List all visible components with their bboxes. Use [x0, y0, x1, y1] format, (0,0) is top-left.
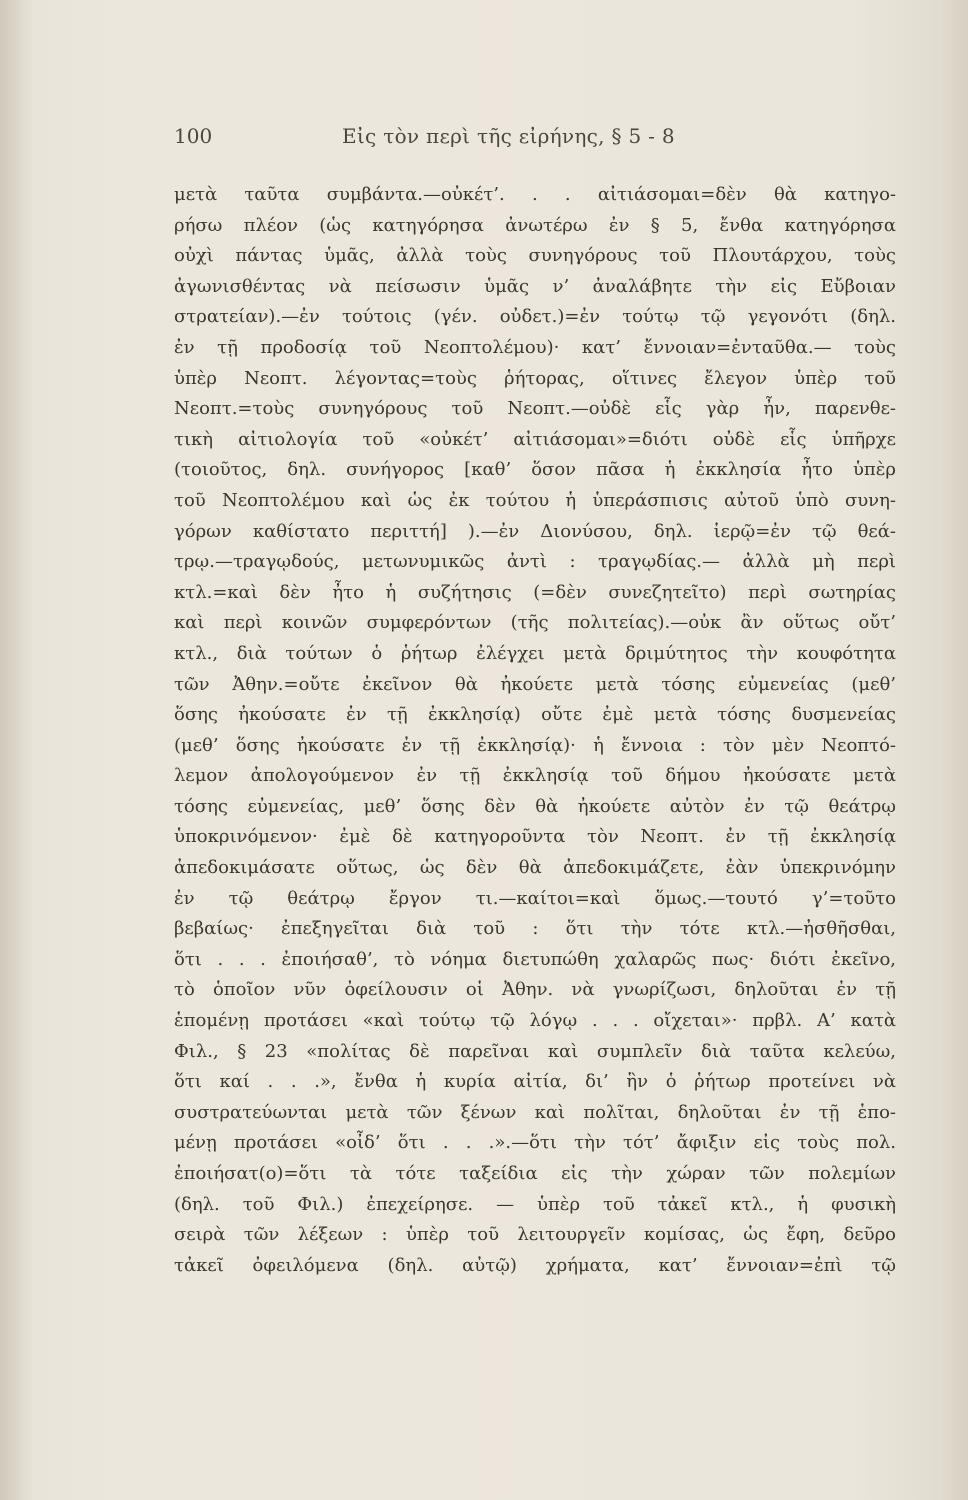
- text-line: ἑπομένῃ προτάσει «καὶ τούτῳ τῷ λόγῳ . . . οἴχεται»· πρβλ. Α’ κατὰ: [174, 1010, 896, 1032]
- text-line: ἐποιήσατ(ο)=ὅτι τὰ τότε ταξείδια εἰς τὴν χώραν τῶν πολεμίων: [174, 1163, 896, 1184]
- text-line: βεβαίως· ἐπεξηγεῖται διὰ τοῦ : ὅτι τὴν τότε κτλ.—ἠσθῆσθαι,: [174, 918, 896, 940]
- page-number: 100: [174, 124, 213, 148]
- text-line: συστρατεύωνται μετὰ τῶν ξένων καὶ πολῖται, δηλοῦται ἐν τῇ ἑπο-: [174, 1101, 896, 1123]
- text-line: ἐν τῇ προδοσίᾳ τοῦ Νεοπτολέμου)· κατ’ ἔννοιαν=ἐνταῦθα.— τοὺς: [174, 336, 896, 358]
- text-line: ὅτι . . . ἐποιήσαθ’, τὸ νόημα διετυπώθη χαλαρῶς πως· διότι ἐκεῖνο,: [174, 948, 896, 970]
- text-line: τικὴ αἰτιολογία τοῦ «οὐκέτ’ αἰτιάσομαι»=διότι οὐδὲ εἷς ὑπῆρχε: [174, 428, 896, 450]
- text-line: ὑπὲρ Νεοπτ. λέγοντας=τοὺς ῥήτορας, οἵτινες ἔλεγον ὑπὲρ τοῦ: [174, 367, 896, 389]
- text-line: μετὰ ταῦτα συμβάντα.—οὐκέτ’. . . αἰτιάσομαι=δὲν θὰ κατηγο-: [174, 184, 896, 205]
- text-line: (μεθ’ ὅσης ἠκούσατε ἐν τῇ ἐκκλησίᾳ)· ἡ ἔννοια : τὸν μὲν Νεοπτό-: [174, 734, 896, 756]
- text-line: μένῃ προτάσει «οἶδ’ ὅτι . . .».—ὅτι τὴν τότ’ ἄφιξιν εἰς τοὺς πολ.: [174, 1132, 896, 1154]
- running-head-title: Εἰς τὸν περὶ τῆς εἰρήνης, § 5 - 8: [342, 124, 675, 148]
- text-line: τῶν Ἀθην.=οὔτε ἐκεῖνον θὰ ἠκούετε μετὰ τόσης εὐμενείας (μεθ’: [174, 673, 896, 695]
- text-line: στρατείαν).—ἐν τούτοις (γέν. οὐδετ.)=ἐν τούτῳ τῷ γεγονότι (δηλ.: [174, 306, 896, 328]
- running-head: [174, 124, 734, 154]
- text-line: Φιλ., § 23 «πολίτας δὲ παρεῖναι καὶ συμπλεῖν διὰ ταῦτα κελεύω,: [174, 1040, 896, 1062]
- text-line: κτλ., διὰ τούτων ὁ ῥήτωρ ἐλέγχει μετὰ δριμύτητος τὴν κουφότητα: [174, 642, 896, 664]
- text-line: τἀκεῖ ὀφειλόμενα (δηλ. αὐτῷ) χρήματα, κατ’ ἔννοιαν=ἐπὶ τῷ: [174, 1254, 896, 1276]
- text-line: γόρων καθίστατο περιττή] ).—ἐν Διονύσου, δηλ. ἱερῷ=ἐν τῷ θεά-: [174, 520, 896, 542]
- text-line: τὸ ὁποῖον νῦν ὀφείλουσιν οἱ Ἀθην. νὰ γνωρίζωσι, δηλοῦται ἐν τῇ: [174, 979, 896, 1001]
- text-line: ἀγωνισθέντας νὰ πείσωσιν ὑμᾶς ν’ ἀναλάβητε τὴν εἰς Εὔβοιαν: [174, 275, 896, 297]
- text-line: σειρὰ τῶν λέξεων : ὑπὲρ τοῦ λειτουργεῖν κομίσας, ὡς ἔφη, δεῦρο: [174, 1224, 896, 1246]
- text-line: ρήσω πλέον (ὡς κατηγόρησα ἀνωτέρω ἐν § 5, ἔνθα κατηγόρησα: [174, 214, 896, 236]
- text-line: τόσης εὐμενείας, μεθ’ ὅσης δὲν θὰ ἠκούετε αὐτὸν ἐν τῷ θεάτρῳ: [174, 795, 896, 817]
- text-line: καὶ περὶ κοινῶν συμφερόντων (τῆς πολιτείας).—οὐκ ἂν οὕτως οὔτ’: [174, 612, 896, 634]
- text-line: τοῦ Νεοπτολέμου καὶ ὡς ἐκ τούτου ἡ ὑπεράσπισις αὐτοῦ ὑπὸ συνη-: [174, 489, 896, 511]
- text-line: τρῳ.—τραγῳδούς, μετωνυμικῶς ἀντὶ : τραγῳδίας.— ἀλλὰ μὴ περὶ: [174, 551, 896, 573]
- text-line: ἀπεδοκιμάσατε οὕτως, ὡς δὲν θὰ ἀπεδοκιμάζετε, ἐὰν ὑπεκρινόμην: [174, 857, 896, 879]
- text-line: οὐχὶ πάντας ὑμᾶς, ἀλλὰ τοὺς συνηγόρους τοῦ Πλουτάρχου, τοὺς: [174, 245, 896, 267]
- text-line: (τοιοῦτος, δηλ. συνήγορος [καθ’ ὅσον πᾶσα ἡ ἐκκλησία ἦτο ὑπὲρ: [174, 459, 896, 481]
- text-line: Νεοπτ.=τοὺς συνηγόρους τοῦ Νεοπτ.—οὐδὲ εἷς γὰρ ἦν, παρενθε-: [174, 398, 896, 420]
- text-line: λεμον ἀπολογούμενον ἐν τῇ ἐκκλησίᾳ τοῦ δήμου ἠκούσατε μετὰ: [174, 765, 896, 787]
- text-line: ἐν τῷ θεάτρῳ ἔργον τι.—καίτοι=καὶ ὅμως.—τουτό γ’=τοῦτο: [174, 887, 896, 909]
- text-line: ὅτι καί . . .», ἔνθα ἡ κυρία αἰτία, δι’ ἣν ὁ ῥήτωρ προτείνει νὰ: [174, 1071, 896, 1093]
- text-line: (δηλ. τοῦ Φιλ.) ἐπεχείρησε. — ὑπὲρ τοῦ τἀκεῖ κτλ., ἡ φυσικὴ: [174, 1193, 896, 1215]
- commentary-text: [174, 180, 896, 1281]
- text-line: ὑποκρινόμενον· ἐμὲ δὲ κατηγοροῦντα τὸν Νεοπτ. ἐν τῇ ἐκκλησίᾳ: [174, 826, 896, 848]
- text-line: ὅσης ἠκούσατε ἐν τῇ ἐκκλησίᾳ) οὔτε ἐμὲ μετὰ τόσης δυσμενείας: [174, 704, 896, 726]
- text-line: κτλ.=καὶ δὲν ἦτο ἡ συζήτησις (=δὲν συνεζητεῖτο) περὶ σωτηρίας: [174, 581, 896, 603]
